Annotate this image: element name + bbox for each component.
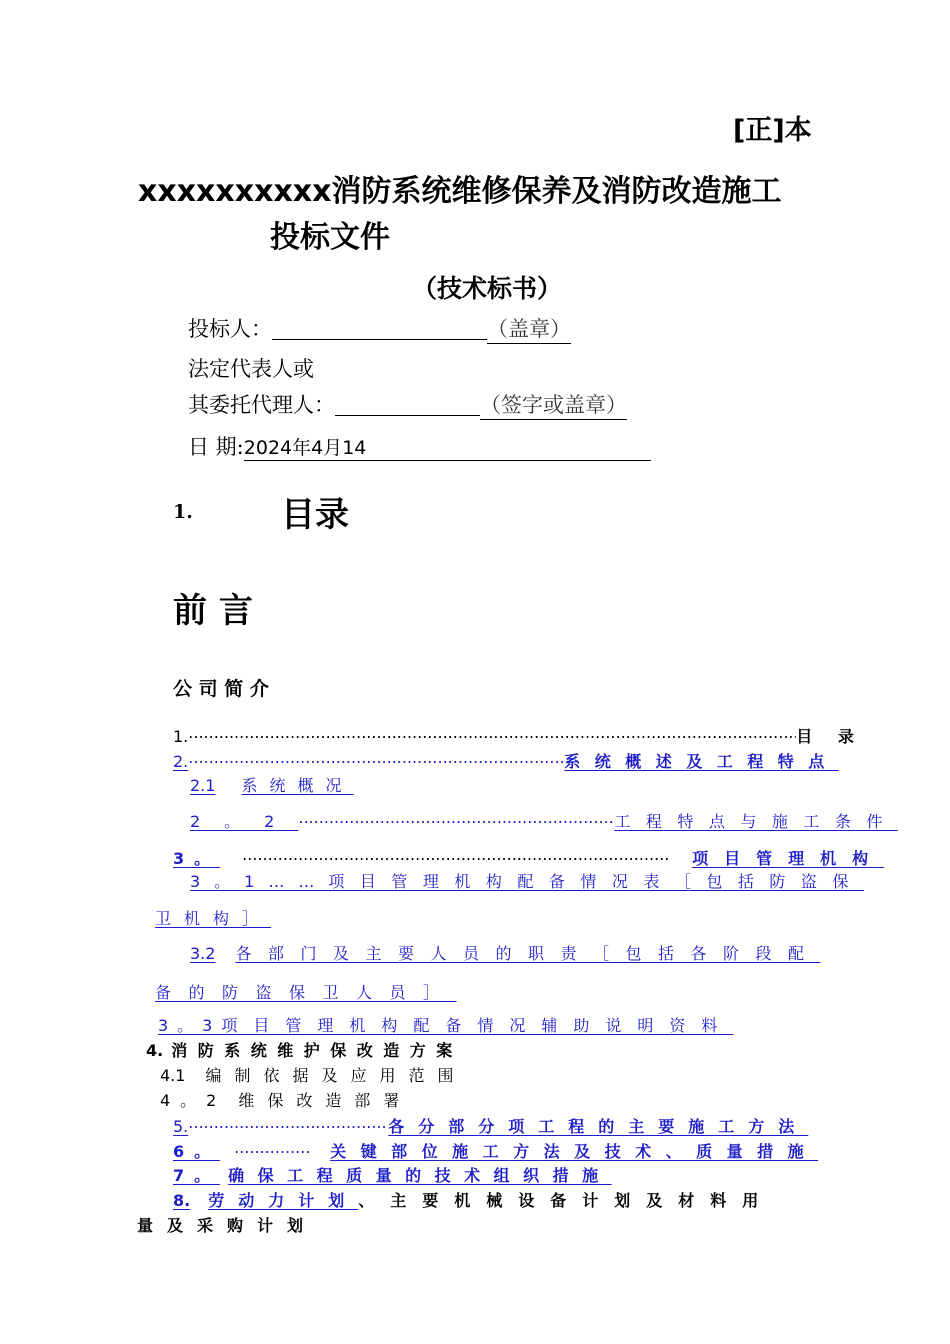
date-label: 日 期: xyxy=(188,435,244,459)
bidder-label: 投标人： xyxy=(188,317,272,341)
toc-entry[interactable]: 备的防盗保卫人员］ xyxy=(155,983,457,1002)
rep-blank xyxy=(335,393,480,416)
toc-entry[interactable]: 2...... 系统概述及工程特点 xyxy=(173,748,839,772)
rep-row xyxy=(188,389,627,420)
rep-label-1: 法定代表人或 xyxy=(188,357,314,381)
toc-entry[interactable]: 3.2 各部门及主要人员的职责［包括各阶段配 xyxy=(190,944,821,963)
preface-title: 前 言 xyxy=(173,591,253,631)
toc-entry[interactable]: 量及采购计划 xyxy=(137,1216,318,1235)
toc-entry[interactable]: 卫机构］ xyxy=(155,909,272,928)
toc-entry[interactable]: 2。2..... 工程特点与施工条件 xyxy=(190,808,898,832)
toc-entry[interactable]: 7。 确保工程质量的技术组织措施 xyxy=(173,1166,612,1185)
document-title-line1: xxxxxxxxxx消防系统维修保养及消防改造施工 xyxy=(138,174,782,209)
document-subtitle: （技术标书） xyxy=(412,274,563,303)
toc-entry[interactable]: 2.1 系统概况 xyxy=(190,776,354,795)
toc-heading-number: 1. xyxy=(173,501,193,523)
toc-entry[interactable]: 5...... 各分部分项工程的主要施工方法 xyxy=(173,1113,808,1137)
toc-heading-title: 目录 xyxy=(281,495,349,535)
date-row xyxy=(188,431,651,461)
toc-entry[interactable]: 3。..... 项目管理机构 xyxy=(173,845,884,869)
rep-note: （签字或盖章） xyxy=(480,389,627,420)
bidder-blank xyxy=(272,317,487,340)
bidder-note: （盖章） xyxy=(487,313,571,344)
toc-entry[interactable]: 4.1 编制依据及应用范围 xyxy=(160,1066,467,1085)
toc-entry[interactable]: 1...... 目 录 xyxy=(173,723,864,747)
toc-entry[interactable]: 8. 劳动力计划、主要机械设备计划及材料用 xyxy=(173,1191,775,1210)
document-title-line2: 投标文件 xyxy=(270,220,390,255)
company-intro-heading: 公 司 简 介 xyxy=(173,678,269,700)
copy-mark: [正]本 xyxy=(733,115,812,146)
toc-entry[interactable]: 3。3项目管理机构配备情况辅助说明资料 xyxy=(158,1016,734,1035)
date-value: 2024年4月14 xyxy=(244,433,651,461)
toc-entry[interactable]: 3。1……项目管理机构配备情况表［包括防盗保 xyxy=(190,872,864,891)
toc-entry[interactable]: 6。..... 关键部位施工方法及技术、质量措施 xyxy=(173,1138,818,1162)
rep-label-2: 其委托代理人： xyxy=(188,393,335,417)
toc-entry[interactable]: 4. 消防系统维护保改造方案 xyxy=(146,1041,463,1060)
toc-entry[interactable]: 4。2 维保改造部署 xyxy=(160,1091,413,1110)
bidder-row xyxy=(188,313,571,344)
